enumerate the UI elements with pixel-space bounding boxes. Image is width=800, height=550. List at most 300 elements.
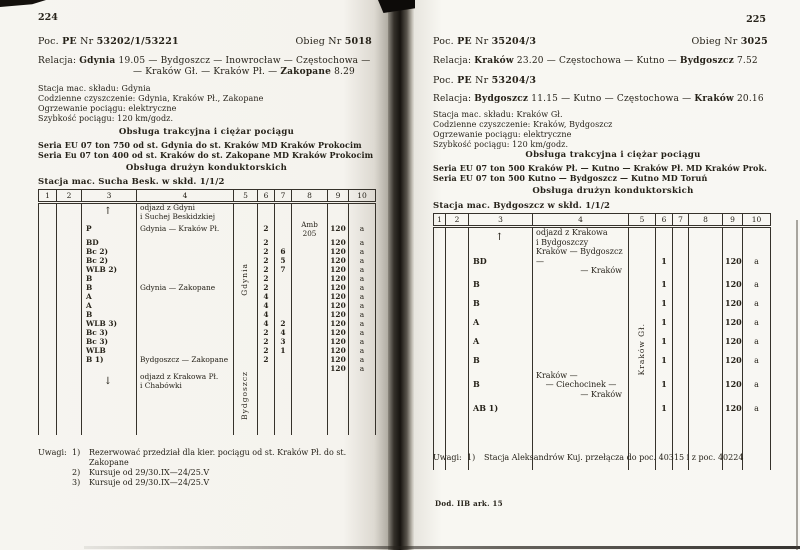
cell-c10: a <box>349 247 376 256</box>
timetable-right <box>433 213 771 470</box>
cell-c6: 1 <box>656 371 673 400</box>
cell-c9 <box>723 227 743 248</box>
cell-c9: 120 <box>328 265 349 274</box>
cell-c1 <box>39 265 57 274</box>
cell-c9 <box>328 373 349 390</box>
cell-c4 <box>137 283 234 292</box>
column-header: 7 <box>673 214 689 227</box>
table-header-row <box>434 214 771 227</box>
table-row <box>434 333 771 352</box>
cell-c6: 1 <box>656 399 673 418</box>
train-number-line-2 <box>433 75 536 86</box>
table-row <box>39 301 376 310</box>
cell-c2 <box>57 265 82 274</box>
cell-c3 <box>82 203 137 222</box>
cell-c7 <box>275 310 292 319</box>
cell-c3: B <box>82 310 137 319</box>
note-text: Stacja Aleksandrów Kuj. przełącza do poc. 40315 i z poc. 40224 <box>484 453 744 462</box>
column-header: 7 <box>275 190 292 203</box>
cell-c4 <box>533 371 629 400</box>
table-row <box>434 352 771 371</box>
cell-c4 <box>137 364 234 373</box>
column-header: 10 <box>349 190 376 203</box>
section-heading-conductors: Obsługa drużyn konduktorskich <box>532 186 694 196</box>
cell-c2 <box>57 346 82 355</box>
destination-station: Kraków <box>694 94 734 104</box>
cell-c10: a <box>349 256 376 265</box>
column-header: 8 <box>689 214 723 227</box>
cell-c3: WLB 3) <box>82 319 137 328</box>
table-row <box>39 319 376 328</box>
cell-c10: a <box>743 314 771 333</box>
cell-c1 <box>434 227 446 248</box>
traction-series-block-right <box>433 163 767 183</box>
cell-c2 <box>57 238 82 247</box>
column-header: 5 <box>234 190 258 203</box>
table-row <box>434 295 771 314</box>
cell-c7: 6 <box>275 247 292 256</box>
column-header: 4 <box>137 190 234 203</box>
cell-c10 <box>349 203 376 222</box>
base-station-vertical-label: Bydgoszcz <box>240 370 250 420</box>
cell-c2 <box>57 274 82 283</box>
cell-c8 <box>292 283 328 292</box>
cell-c1 <box>39 274 57 283</box>
cell-c6 <box>258 391 275 435</box>
cell-c7 <box>275 292 292 301</box>
route-line: — Ciechocinek — <box>545 380 617 389</box>
cell-c4 <box>137 265 234 274</box>
cell-c1 <box>39 364 57 373</box>
table-row <box>434 276 771 295</box>
cell-c9: 120 <box>328 364 349 373</box>
cell-c10: a <box>349 355 376 364</box>
cell-c4 <box>137 355 234 364</box>
cell-c8 <box>689 276 723 295</box>
table-row <box>39 292 376 301</box>
cell-c2 <box>446 276 469 295</box>
cell-c7 <box>275 391 292 435</box>
cell-c9: 120 <box>328 283 349 292</box>
cell-c1 <box>39 319 57 328</box>
circulation-number <box>295 36 372 47</box>
cell-c10: a <box>349 301 376 310</box>
route-text: 19.05 — Bydgoszcz — Inowrocław — Częstochowa — <box>115 56 371 66</box>
table-row <box>39 355 376 364</box>
info-line: Ogrzewanie pociągu: elektryczne <box>433 130 572 139</box>
notes-right <box>433 453 784 463</box>
cell-c4 <box>137 301 234 310</box>
table-row <box>39 328 376 337</box>
cell-c6: 2 <box>258 346 275 355</box>
cell-c6: 2 <box>258 238 275 247</box>
cell-c3: BD <box>82 238 137 247</box>
arrival-time: 20.16 <box>733 94 764 104</box>
cell-c7 <box>275 283 292 292</box>
cell-c4 <box>137 203 234 222</box>
cell-c2 <box>446 371 469 400</box>
cell-c4 <box>137 221 234 238</box>
note-number: 1) <box>72 448 81 457</box>
page-number-left: 224 <box>38 12 58 23</box>
cell-c1 <box>434 371 446 400</box>
cell-c2 <box>446 314 469 333</box>
cell-c3: B <box>469 371 533 400</box>
note-number: 3) <box>72 478 81 487</box>
cell-c4 <box>137 373 234 390</box>
cell-c9: 120 <box>723 276 743 295</box>
cell-c7 <box>673 399 689 418</box>
cell-c10: a <box>743 276 771 295</box>
cell-c10: a <box>743 399 771 418</box>
cell-c8 <box>292 203 328 222</box>
cell-c4 <box>137 292 234 301</box>
cell-c8 <box>292 256 328 265</box>
table-row <box>39 203 376 222</box>
column-header: 8 <box>292 190 328 203</box>
cell-c10 <box>349 391 376 435</box>
section-heading-traction: Obsługa trakcyjna i ciężar pociągu <box>525 150 701 160</box>
cell-c7 <box>673 295 689 314</box>
book-spine <box>388 0 415 550</box>
cell-c3: Bc 2) <box>82 247 137 256</box>
cell-c6 <box>258 364 275 373</box>
table-row <box>39 310 376 319</box>
cell-c10: a <box>743 295 771 314</box>
destination-station: Zakopane <box>280 67 332 77</box>
cell-c1 <box>39 292 57 301</box>
cell-c8 <box>292 238 328 247</box>
cell-c7 <box>275 364 292 373</box>
cell-c3: WLB 2) <box>82 265 137 274</box>
cell-c1 <box>39 203 57 222</box>
arrival-time: 8.29 <box>331 67 355 77</box>
departure-up-arrow-icon: ↑ <box>103 206 113 218</box>
cell-c3: Bc 2) <box>82 256 137 265</box>
note-row <box>38 448 376 468</box>
column-header: 2 <box>57 190 82 203</box>
route-line: i Chabówki <box>140 380 182 390</box>
table-filler-row <box>39 391 376 435</box>
cell-c2 <box>57 247 82 256</box>
cell-c3 <box>82 391 137 435</box>
cell-c4 <box>533 247 629 276</box>
section-heading-traction: Obsługa trakcyjna i ciężar pociągu <box>118 127 295 137</box>
cell-c2 <box>57 364 82 373</box>
cell-c3: WLB <box>82 346 137 355</box>
info-line: Szybkość pociągu: 120 km/godz. <box>38 114 174 123</box>
cell-c10: a <box>349 238 376 247</box>
cell-c3: B <box>469 352 533 371</box>
cell-c2 <box>57 292 82 301</box>
notes-left <box>38 448 376 488</box>
route-line-1 <box>433 56 758 66</box>
origin-station: Bydgoszcz <box>474 94 529 104</box>
note-row <box>433 453 784 463</box>
cell-c7: 2 <box>275 319 292 328</box>
note-text: Rezerwować przedział dla kier. pociągu od st. Kraków Pł. do st. Zakopane <box>89 448 347 467</box>
cell-c8 <box>292 274 328 283</box>
cell-c10: a <box>743 371 771 400</box>
cell-c6: 1 <box>656 352 673 371</box>
cell-c6: 2 <box>258 274 275 283</box>
column-header: 1 <box>434 214 446 227</box>
page-right <box>415 0 800 550</box>
cell-c6: 2 <box>258 328 275 337</box>
page-number-right: 225 <box>746 14 766 25</box>
obieg-number: 5018 <box>344 36 372 47</box>
route-line-2 <box>433 94 764 104</box>
cell-c4 <box>137 337 234 346</box>
departure-up-arrow-icon: ↑ <box>495 231 504 243</box>
cell-c8 <box>292 310 328 319</box>
route-text: — Kraków Gł. — Kraków Pł. — <box>133 67 281 77</box>
cell-c8 <box>292 364 328 373</box>
cell-c5 <box>234 203 258 356</box>
cell-c1 <box>39 391 57 435</box>
cell-c1 <box>39 373 57 390</box>
cell-c1 <box>39 355 57 364</box>
cell-c6: 2 <box>258 283 275 292</box>
cell-c10: a <box>349 221 376 238</box>
cell-c10: a <box>349 337 376 346</box>
cell-c7 <box>275 238 292 247</box>
cell-c4 <box>533 352 629 371</box>
arrival-time: 7.52 <box>733 56 758 66</box>
train-number: 53204/3 <box>491 75 537 86</box>
poc-prefix: Poc. <box>433 75 458 86</box>
info-line: Codzienne czyszczenie: Kraków, Bydgoszcz <box>433 120 613 129</box>
route-line-1 <box>38 56 370 66</box>
base-station-vertical-label: Gdynia <box>240 263 250 297</box>
cell-c10 <box>349 373 376 390</box>
cell-c2 <box>57 355 82 364</box>
cell-c4 <box>533 227 629 248</box>
cell-c3: BD <box>469 247 533 276</box>
cell-c4 <box>137 319 234 328</box>
cell-c3: B 1) <box>82 355 137 364</box>
poc-prefix: Poc. <box>433 36 458 47</box>
cell-c10: a <box>743 247 771 276</box>
base-station-vertical-label: Kraków Gł. <box>637 322 647 376</box>
sheet-footer: Dod. IIB ark. 15 <box>435 499 503 508</box>
home-station-line-left: Stacja mac. Sucha Besk. w skłd. 1/1/2 <box>38 177 225 187</box>
cell-c3 <box>469 227 533 248</box>
cell-c1 <box>434 333 446 352</box>
cell-c2 <box>57 256 82 265</box>
cell-c8 <box>292 319 328 328</box>
obieg-label: Obieg Nr <box>691 36 741 47</box>
cell-c2 <box>446 247 469 276</box>
table-row <box>39 346 376 355</box>
cell-c10 <box>743 227 771 248</box>
cell-c3: A <box>82 292 137 301</box>
cell-c4 <box>533 276 629 295</box>
scan-right-edge <box>796 220 798 550</box>
cell-c7 <box>275 203 292 222</box>
cell-c9: 120 <box>723 399 743 418</box>
cell-c10: a <box>349 274 376 283</box>
route-line: Gdynia — Kraków Pł. <box>140 224 220 234</box>
cell-c2 <box>57 310 82 319</box>
cell-c9: 120 <box>328 292 349 301</box>
cell-c4 <box>137 238 234 247</box>
table-row <box>39 265 376 274</box>
table-row <box>39 274 376 283</box>
cell-c3: A <box>469 314 533 333</box>
cell-c8 <box>689 295 723 314</box>
cell-c9: 120 <box>723 247 743 276</box>
seria-line: Seria EU 07 ton 500 Kraków Pł. — Kutno — Kraków Pł. MD Kraków Prok. <box>433 163 767 173</box>
cell-c1 <box>39 247 57 256</box>
cell-c10: a <box>349 346 376 355</box>
cell-c4 <box>137 256 234 265</box>
cell-c7: 3 <box>275 337 292 346</box>
cell-c8 <box>292 355 328 364</box>
cell-c3: Bc 3) <box>82 337 137 346</box>
nr-label: Nr <box>471 36 492 47</box>
cell-c8 <box>292 391 328 435</box>
cell-c7 <box>673 247 689 276</box>
table-row <box>39 247 376 256</box>
note-number: 2) <box>72 468 81 477</box>
notes-label: Uwagi: <box>433 453 462 462</box>
table-row <box>434 399 771 418</box>
cell-c6: 1 <box>656 247 673 276</box>
column-header: 10 <box>743 214 771 227</box>
table-row <box>434 371 771 400</box>
route-line: Kraków — Bydgoszcz — <box>536 247 623 266</box>
route-line: odjazd z Krakowa <box>536 228 608 237</box>
origin-station: Kraków <box>474 56 514 66</box>
cell-c2 <box>57 301 82 310</box>
cell-c6: 2 <box>258 256 275 265</box>
train-info-block-left <box>38 84 264 124</box>
train-header-row-left <box>38 36 372 47</box>
cell-c4 <box>137 310 234 319</box>
cell-c10: a <box>349 292 376 301</box>
cell-c3: A <box>82 301 137 310</box>
column-header: 2 <box>446 214 469 227</box>
cell-c2 <box>57 203 82 222</box>
column-header: 6 <box>656 214 673 227</box>
section-heading-conductors: Obsługa drużyn konduktorskich <box>125 163 288 173</box>
poc-prefix: Poc. <box>38 36 63 47</box>
relacja-label: Relacja: <box>38 56 80 66</box>
obieg-number: 3025 <box>740 36 768 47</box>
cell-c7 <box>673 227 689 248</box>
cell-c10: a <box>743 333 771 352</box>
cell-c9: 120 <box>328 328 349 337</box>
cell-c4 <box>137 247 234 256</box>
info-line: Stacja mac. składu: Kraków Gł. <box>433 110 563 119</box>
cell-c4 <box>137 346 234 355</box>
train-number: 35204/3 <box>491 36 537 47</box>
route-line: Gdynia — Zakopane <box>140 283 216 292</box>
traction-series-block-left <box>38 140 373 160</box>
column-header: 5 <box>629 214 656 227</box>
cell-c7 <box>275 355 292 364</box>
timetable-left <box>38 189 376 435</box>
cell-c7 <box>673 352 689 371</box>
column-header: 6 <box>258 190 275 203</box>
cell-c1 <box>39 283 57 292</box>
cell-c9 <box>328 203 349 222</box>
table-row <box>39 364 376 373</box>
table-row <box>39 373 376 390</box>
cell-c10: a <box>349 328 376 337</box>
cell-c9: 120 <box>723 295 743 314</box>
train-type: PE <box>62 36 77 47</box>
cell-c3 <box>82 373 137 390</box>
info-line: Szybkość pociągu: 120 km/godz. <box>433 140 569 149</box>
table-row <box>39 256 376 265</box>
origin-station: Gdynia <box>79 56 116 66</box>
cell-c6: 4 <box>258 301 275 310</box>
info-line: Codzienne czyszczenie: Gdynia, Kraków Pł., Zakopane <box>38 94 264 103</box>
cell-c2 <box>57 391 82 435</box>
seria-line: Seria EU 07 ton 500 Kutno — Bydgoszcz — Kutno MD Toruń <box>433 173 708 183</box>
cell-c4 <box>533 399 629 418</box>
train-info-block-right <box>433 110 613 150</box>
route-text: 11.15 — Kutno — Częstochowa — <box>528 94 695 104</box>
cell-c10: a <box>349 319 376 328</box>
cell-c7 <box>673 314 689 333</box>
column-header: 4 <box>533 214 629 227</box>
nr-label: Nr <box>471 75 492 86</box>
cell-c8 <box>689 314 723 333</box>
cell-c2 <box>446 352 469 371</box>
route-line: — Kraków <box>580 389 622 399</box>
cell-c2 <box>57 328 82 337</box>
cell-c9: 120 <box>328 256 349 265</box>
cell-c2 <box>446 333 469 352</box>
cell-c6: 2 <box>258 355 275 364</box>
cell-c3: B <box>469 276 533 295</box>
train-type: PE <box>457 75 472 86</box>
cell-c7 <box>275 373 292 390</box>
cell-c3: B <box>82 274 137 283</box>
train-header-row-right <box>433 36 768 47</box>
cell-c5 <box>234 355 258 434</box>
table-row <box>39 337 376 346</box>
column-header: 9 <box>723 214 743 227</box>
cell-c4 <box>137 328 234 337</box>
cell-c1 <box>39 337 57 346</box>
relacja-label: Relacja: <box>433 94 475 104</box>
cell-c8 <box>292 247 328 256</box>
cell-c2 <box>446 399 469 418</box>
cell-c10: a <box>743 352 771 371</box>
cell-c7: 7 <box>275 265 292 274</box>
notes-label: Uwagi: <box>38 448 67 457</box>
cell-c9: 120 <box>328 346 349 355</box>
cell-c1 <box>434 247 446 276</box>
cell-c8 <box>689 399 723 418</box>
column-header: 3 <box>82 190 137 203</box>
cell-c1 <box>39 346 57 355</box>
cell-c4 <box>137 391 234 435</box>
cell-c6: 4 <box>258 310 275 319</box>
cell-c9: 120 <box>328 319 349 328</box>
cell-c4 <box>533 295 629 314</box>
table-row <box>434 227 771 248</box>
note-row <box>38 478 376 488</box>
cell-c2 <box>57 283 82 292</box>
cell-c9: 120 <box>328 247 349 256</box>
cell-c9: 120 <box>723 371 743 400</box>
cell-c1 <box>434 352 446 371</box>
